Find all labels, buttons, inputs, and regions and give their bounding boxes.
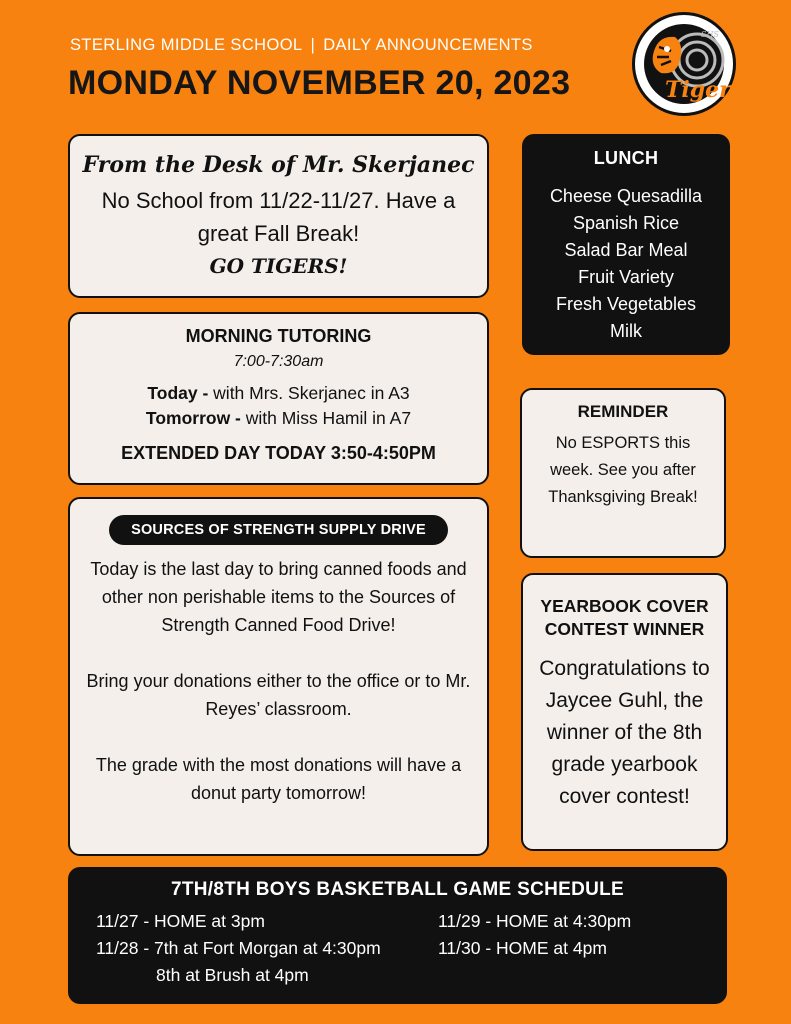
- lunch-item: Fresh Vegetables: [555, 294, 697, 314]
- supply-drive-title: SOURCES OF STRENGTH SUPPLY DRIVE: [109, 515, 448, 545]
- yearbook-card: [521, 573, 728, 851]
- game-entry: 8th at Brush at 4pm: [156, 965, 309, 985]
- header-separator: |: [310, 36, 316, 54]
- school-name: STERLING MIDDLE SCHOOL: [70, 36, 303, 54]
- yearbook-body: Congratulations to Jaycee Guhl, the winner of the 8th grade yearbook cover contest!: [539, 657, 710, 808]
- game-entry: 11/28 - 7th at Fort Morgan at 4:30pm: [96, 938, 381, 958]
- yearbook-title: [523, 595, 726, 641]
- tutoring-card: [68, 312, 489, 485]
- lunch-item: Milk: [610, 321, 642, 341]
- tutoring-today-row: [70, 383, 487, 404]
- game-entry: 11/29 - HOME at 4:30pm: [438, 911, 632, 931]
- game-entry: 11/27 - HOME at 3pm: [96, 911, 265, 931]
- extended-day-notice: EXTENDED DAY TODAY 3:50-4:50PM: [121, 443, 436, 463]
- lunch-item: Fruit Variety: [578, 267, 674, 287]
- tutoring-time: 7:00-7:30am: [233, 353, 324, 370]
- lunch-item: Cheese Quesadilla: [549, 186, 703, 206]
- yearbook-title-line: CONTEST WINNER: [544, 619, 705, 639]
- yearbook-title-line: YEARBOOK COVER: [540, 596, 709, 616]
- supply-drive-paragraph: The grade with the most donations will have a donut party tomorrow!: [95, 755, 462, 803]
- lunch-card: [522, 134, 730, 355]
- logo-wordmark: Tigers: [665, 77, 744, 103]
- tutoring-tomorrow-row: [70, 408, 487, 429]
- supply-drive-paragraph: Today is the last day to bring canned foods and other non perishable items to the Sources of Strength Canned Food Drive!: [90, 559, 467, 635]
- reminder-body: No ESPORTS this week. See you after Thanksgiving Break!: [548, 434, 698, 506]
- supply-drive-body: [84, 555, 473, 807]
- lunch-menu-list: [522, 183, 730, 345]
- lunch-title: LUNCH: [593, 148, 659, 168]
- supply-drive-card: [68, 497, 489, 856]
- tutoring-today-text: with Mrs. Skerjanec in A3: [213, 383, 410, 403]
- announcement-label: DAILY ANNOUNCEMENTS: [323, 36, 533, 54]
- supply-drive-paragraph: Bring your donations either to the office or to Mr. Reyes’ classroom.: [86, 671, 471, 719]
- lunch-item: Spanish Rice: [572, 213, 680, 233]
- principal-message-body: No School from 11/22-11/27. Have a great Fall Break!: [101, 188, 456, 246]
- basketball-schedule-card: [68, 867, 727, 1004]
- reminder-title: REMINDER: [577, 402, 669, 421]
- principal-message-title: From the Desk of Mr. Skerjanec: [82, 152, 475, 178]
- principal-message-closing: GO TIGERS!: [209, 254, 348, 278]
- tutoring-tomorrow-text: with Miss Hamil in A7: [245, 408, 412, 428]
- tutoring-today-label: Today -: [147, 383, 209, 403]
- tigers-logo: [632, 12, 744, 116]
- header-subtitle-line: [70, 36, 533, 55]
- lunch-item: Salad Bar Meal: [564, 240, 688, 260]
- logo-initials: SHS: [701, 30, 719, 39]
- game-entry: 11/30 - HOME at 4pm: [438, 938, 607, 958]
- basketball-schedule-title: 7TH/8TH BOYS BASKETBALL GAME SCHEDULE: [170, 879, 625, 900]
- reminder-card: [520, 388, 726, 558]
- page-title: MONDAY NOVEMBER 20, 2023: [68, 64, 571, 102]
- tiger-emblem-icon: [635, 15, 744, 113]
- tutoring-tomorrow-label: Tomorrow -: [145, 408, 241, 428]
- principal-message-card: [68, 134, 489, 298]
- tutoring-title: MORNING TUTORING: [185, 326, 372, 346]
